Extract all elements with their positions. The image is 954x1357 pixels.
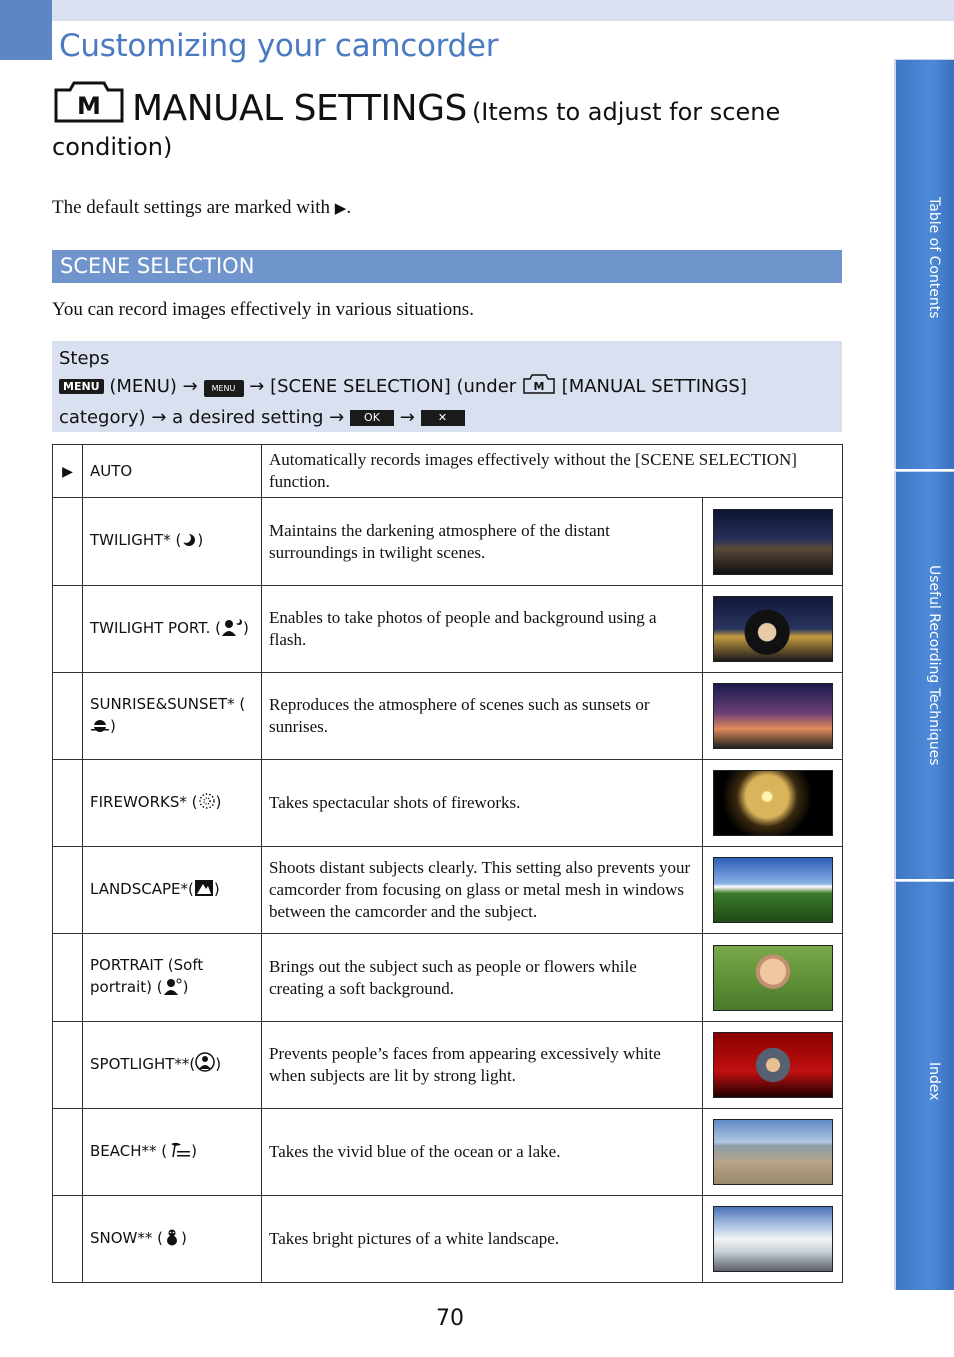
tab-useful-recording-techniques[interactable] bbox=[894, 471, 954, 879]
marker-cell bbox=[53, 673, 83, 760]
scene-name-cell bbox=[83, 673, 262, 760]
snowman-icon bbox=[163, 1228, 181, 1252]
scene-selection-text: [SCENE SELECTION] (under bbox=[270, 376, 517, 397]
arrow-icon: → bbox=[329, 407, 345, 428]
table-row bbox=[53, 445, 843, 498]
sun-horizon-icon bbox=[90, 718, 110, 740]
scene-description: Shoots distant subjects clearly. This setting also prevents your camcorder from focusing on glass or metal mesh in windows between the camcorder and the subject. bbox=[262, 847, 703, 934]
close-button[interactable]: ✕ bbox=[421, 410, 465, 426]
heading-sub: (Items to adjust for scene bbox=[471, 98, 781, 126]
scene-name-cell bbox=[83, 1196, 262, 1283]
menu-text: (MENU) bbox=[109, 376, 177, 397]
thumb-cell bbox=[703, 498, 843, 586]
thumb-cell bbox=[703, 586, 843, 673]
scene-name: TWILIGHT* ( bbox=[90, 531, 182, 549]
scene-name: AUTO bbox=[83, 445, 262, 498]
scene-name-cell bbox=[83, 1109, 262, 1196]
default-marker-icon: ▶ bbox=[53, 445, 83, 498]
manual-camera-icon bbox=[52, 80, 126, 128]
table-row bbox=[53, 673, 843, 760]
category-text: category) bbox=[59, 407, 146, 428]
portrait-icon bbox=[163, 977, 183, 1001]
menu-button[interactable]: MENU bbox=[59, 379, 104, 394]
page-heading bbox=[52, 80, 852, 161]
scene-name: TWILIGHT PORT. ( bbox=[90, 618, 221, 637]
table-row bbox=[53, 1022, 843, 1109]
fireworks-photo bbox=[713, 770, 833, 836]
night-bridge-photo bbox=[713, 509, 833, 575]
thumb-cell bbox=[703, 1196, 843, 1283]
thumb-cell bbox=[703, 673, 843, 760]
thumb-cell bbox=[703, 934, 843, 1022]
scene-name-cell bbox=[83, 760, 262, 847]
default-note-text: The default settings are marked with bbox=[52, 197, 331, 218]
header-band bbox=[52, 0, 954, 21]
scene-name-suffix: ) bbox=[110, 716, 116, 735]
scene-name-cell bbox=[83, 934, 262, 1022]
beach-icon bbox=[167, 1141, 191, 1165]
section-header: SCENE SELECTION bbox=[52, 250, 842, 283]
marker-cell bbox=[53, 586, 83, 673]
scene-name-suffix: ) bbox=[181, 1228, 187, 1247]
heading-line2: condition) bbox=[52, 133, 173, 161]
svg-text:M: M bbox=[533, 380, 545, 393]
scene-name-suffix: ) bbox=[182, 978, 189, 996]
table-row bbox=[53, 847, 843, 934]
scene-name-cell bbox=[83, 498, 262, 586]
table-row bbox=[53, 934, 843, 1022]
marker-cell bbox=[53, 934, 83, 1022]
steps-box bbox=[52, 341, 842, 432]
scene-description: Takes spectacular shots of fireworks. bbox=[262, 760, 703, 847]
tab-label: Table of Contents bbox=[926, 197, 942, 319]
tab-label: Index bbox=[926, 1062, 942, 1101]
manual-settings-text: [MANUAL SETTINGS] bbox=[561, 376, 747, 397]
tab-label: Useful Recording Techniques bbox=[926, 565, 942, 766]
child-portrait-photo bbox=[713, 945, 833, 1011]
landscape-photo bbox=[713, 857, 833, 923]
steps-title: Steps bbox=[59, 348, 110, 369]
arrow-icon: → bbox=[399, 407, 415, 428]
heading-main: MANUAL SETTINGS bbox=[132, 88, 467, 129]
tab-table-of-contents[interactable] bbox=[894, 59, 954, 469]
desired-setting-text: a desired setting bbox=[172, 407, 324, 428]
marker-cell bbox=[53, 847, 83, 934]
table-row bbox=[53, 1109, 843, 1196]
scene-name: PORTRAIT (Soft portrait) ( bbox=[90, 956, 204, 996]
section-title: Customizing your camcorder bbox=[59, 28, 499, 64]
side-navigation bbox=[894, 59, 954, 1290]
scene-description: Takes the vivid blue of the ocean or a lake. bbox=[262, 1109, 703, 1196]
default-note: The default settings are marked with ▶. bbox=[52, 197, 352, 218]
scene-description: Automatically records images effectively without the [SCENE SELECTION] function. bbox=[262, 445, 843, 498]
night-portrait-photo bbox=[713, 596, 833, 662]
scene-name-cell bbox=[83, 847, 262, 934]
scene-name-suffix: ) bbox=[215, 792, 222, 811]
scene-name-suffix: ) bbox=[215, 1055, 222, 1073]
marker-cell bbox=[53, 1022, 83, 1109]
scene-description: Enables to take photos of people and background using a flash. bbox=[262, 586, 703, 673]
scene-table bbox=[52, 444, 843, 1283]
sunset-palms-photo bbox=[713, 683, 833, 749]
scene-name-suffix: ) bbox=[197, 531, 204, 549]
arrow-icon: → bbox=[249, 376, 265, 397]
arrow-icon: → bbox=[151, 407, 167, 428]
scene-name: BEACH** ( bbox=[90, 1141, 168, 1160]
scene-name: LANDSCAPE*( bbox=[90, 879, 194, 898]
menu-list-icon[interactable]: MENU bbox=[204, 380, 244, 397]
scene-name: FIREWORKS* ( bbox=[90, 792, 198, 811]
header-marker bbox=[0, 0, 52, 60]
tab-index[interactable] bbox=[894, 881, 954, 1290]
snow-photo bbox=[713, 1206, 833, 1272]
scene-description: Maintains the darkening atmosphere of the distant surroundings in twilight scenes. bbox=[262, 498, 703, 586]
scene-name-suffix: ) bbox=[213, 879, 220, 898]
scene-name: SNOW** ( bbox=[90, 1228, 164, 1247]
thumb-cell bbox=[703, 1109, 843, 1196]
spotlight-photo bbox=[713, 1032, 833, 1098]
svg-text:M: M bbox=[77, 92, 101, 120]
steps-line1 bbox=[59, 373, 835, 404]
thumb-cell bbox=[703, 847, 843, 934]
table-row bbox=[53, 1196, 843, 1283]
scene-description: Prevents people’s faces from appearing excessively white when subjects are lit by strong light. bbox=[262, 1022, 703, 1109]
thumb-cell bbox=[703, 1022, 843, 1109]
scene-name-suffix: ) bbox=[191, 1141, 197, 1160]
page-number: 70 bbox=[436, 1306, 464, 1331]
scene-name-cell bbox=[83, 586, 262, 673]
scene-name-suffix: ) bbox=[243, 618, 249, 637]
marker-cell bbox=[53, 1196, 83, 1283]
marker-cell bbox=[53, 498, 83, 586]
default-marker-icon: ▶ bbox=[334, 201, 347, 217]
scene-description: Brings out the subject such as people or flowers while creating a soft background. bbox=[262, 934, 703, 1022]
ok-button[interactable]: OK bbox=[350, 410, 394, 426]
beach-photo bbox=[713, 1119, 833, 1185]
scene-name-cell bbox=[83, 1022, 262, 1109]
fireworks-icon bbox=[198, 792, 216, 816]
scene-description: Takes bright pictures of a white landscape. bbox=[262, 1196, 703, 1283]
moon-icon bbox=[181, 532, 197, 554]
thumb-cell bbox=[703, 760, 843, 847]
steps-line2 bbox=[59, 404, 835, 432]
person-moon-icon bbox=[221, 618, 243, 642]
intro-text: You can record images effectively in various situations. bbox=[52, 299, 474, 320]
arrow-icon: → bbox=[182, 376, 198, 397]
marker-cell bbox=[53, 1109, 83, 1196]
spotlight-icon bbox=[195, 1052, 215, 1078]
marker-cell bbox=[53, 760, 83, 847]
table-row bbox=[53, 498, 843, 586]
manual-camera-icon bbox=[522, 373, 556, 404]
scene-description: Reproduces the atmosphere of scenes such as sunsets or sunrises. bbox=[262, 673, 703, 760]
table-row bbox=[53, 586, 843, 673]
mountain-icon bbox=[194, 879, 214, 903]
scene-name: SUNRISE&SUNSET* ( bbox=[90, 694, 246, 713]
scene-name: SPOTLIGHT**( bbox=[90, 1055, 196, 1073]
table-row bbox=[53, 760, 843, 847]
